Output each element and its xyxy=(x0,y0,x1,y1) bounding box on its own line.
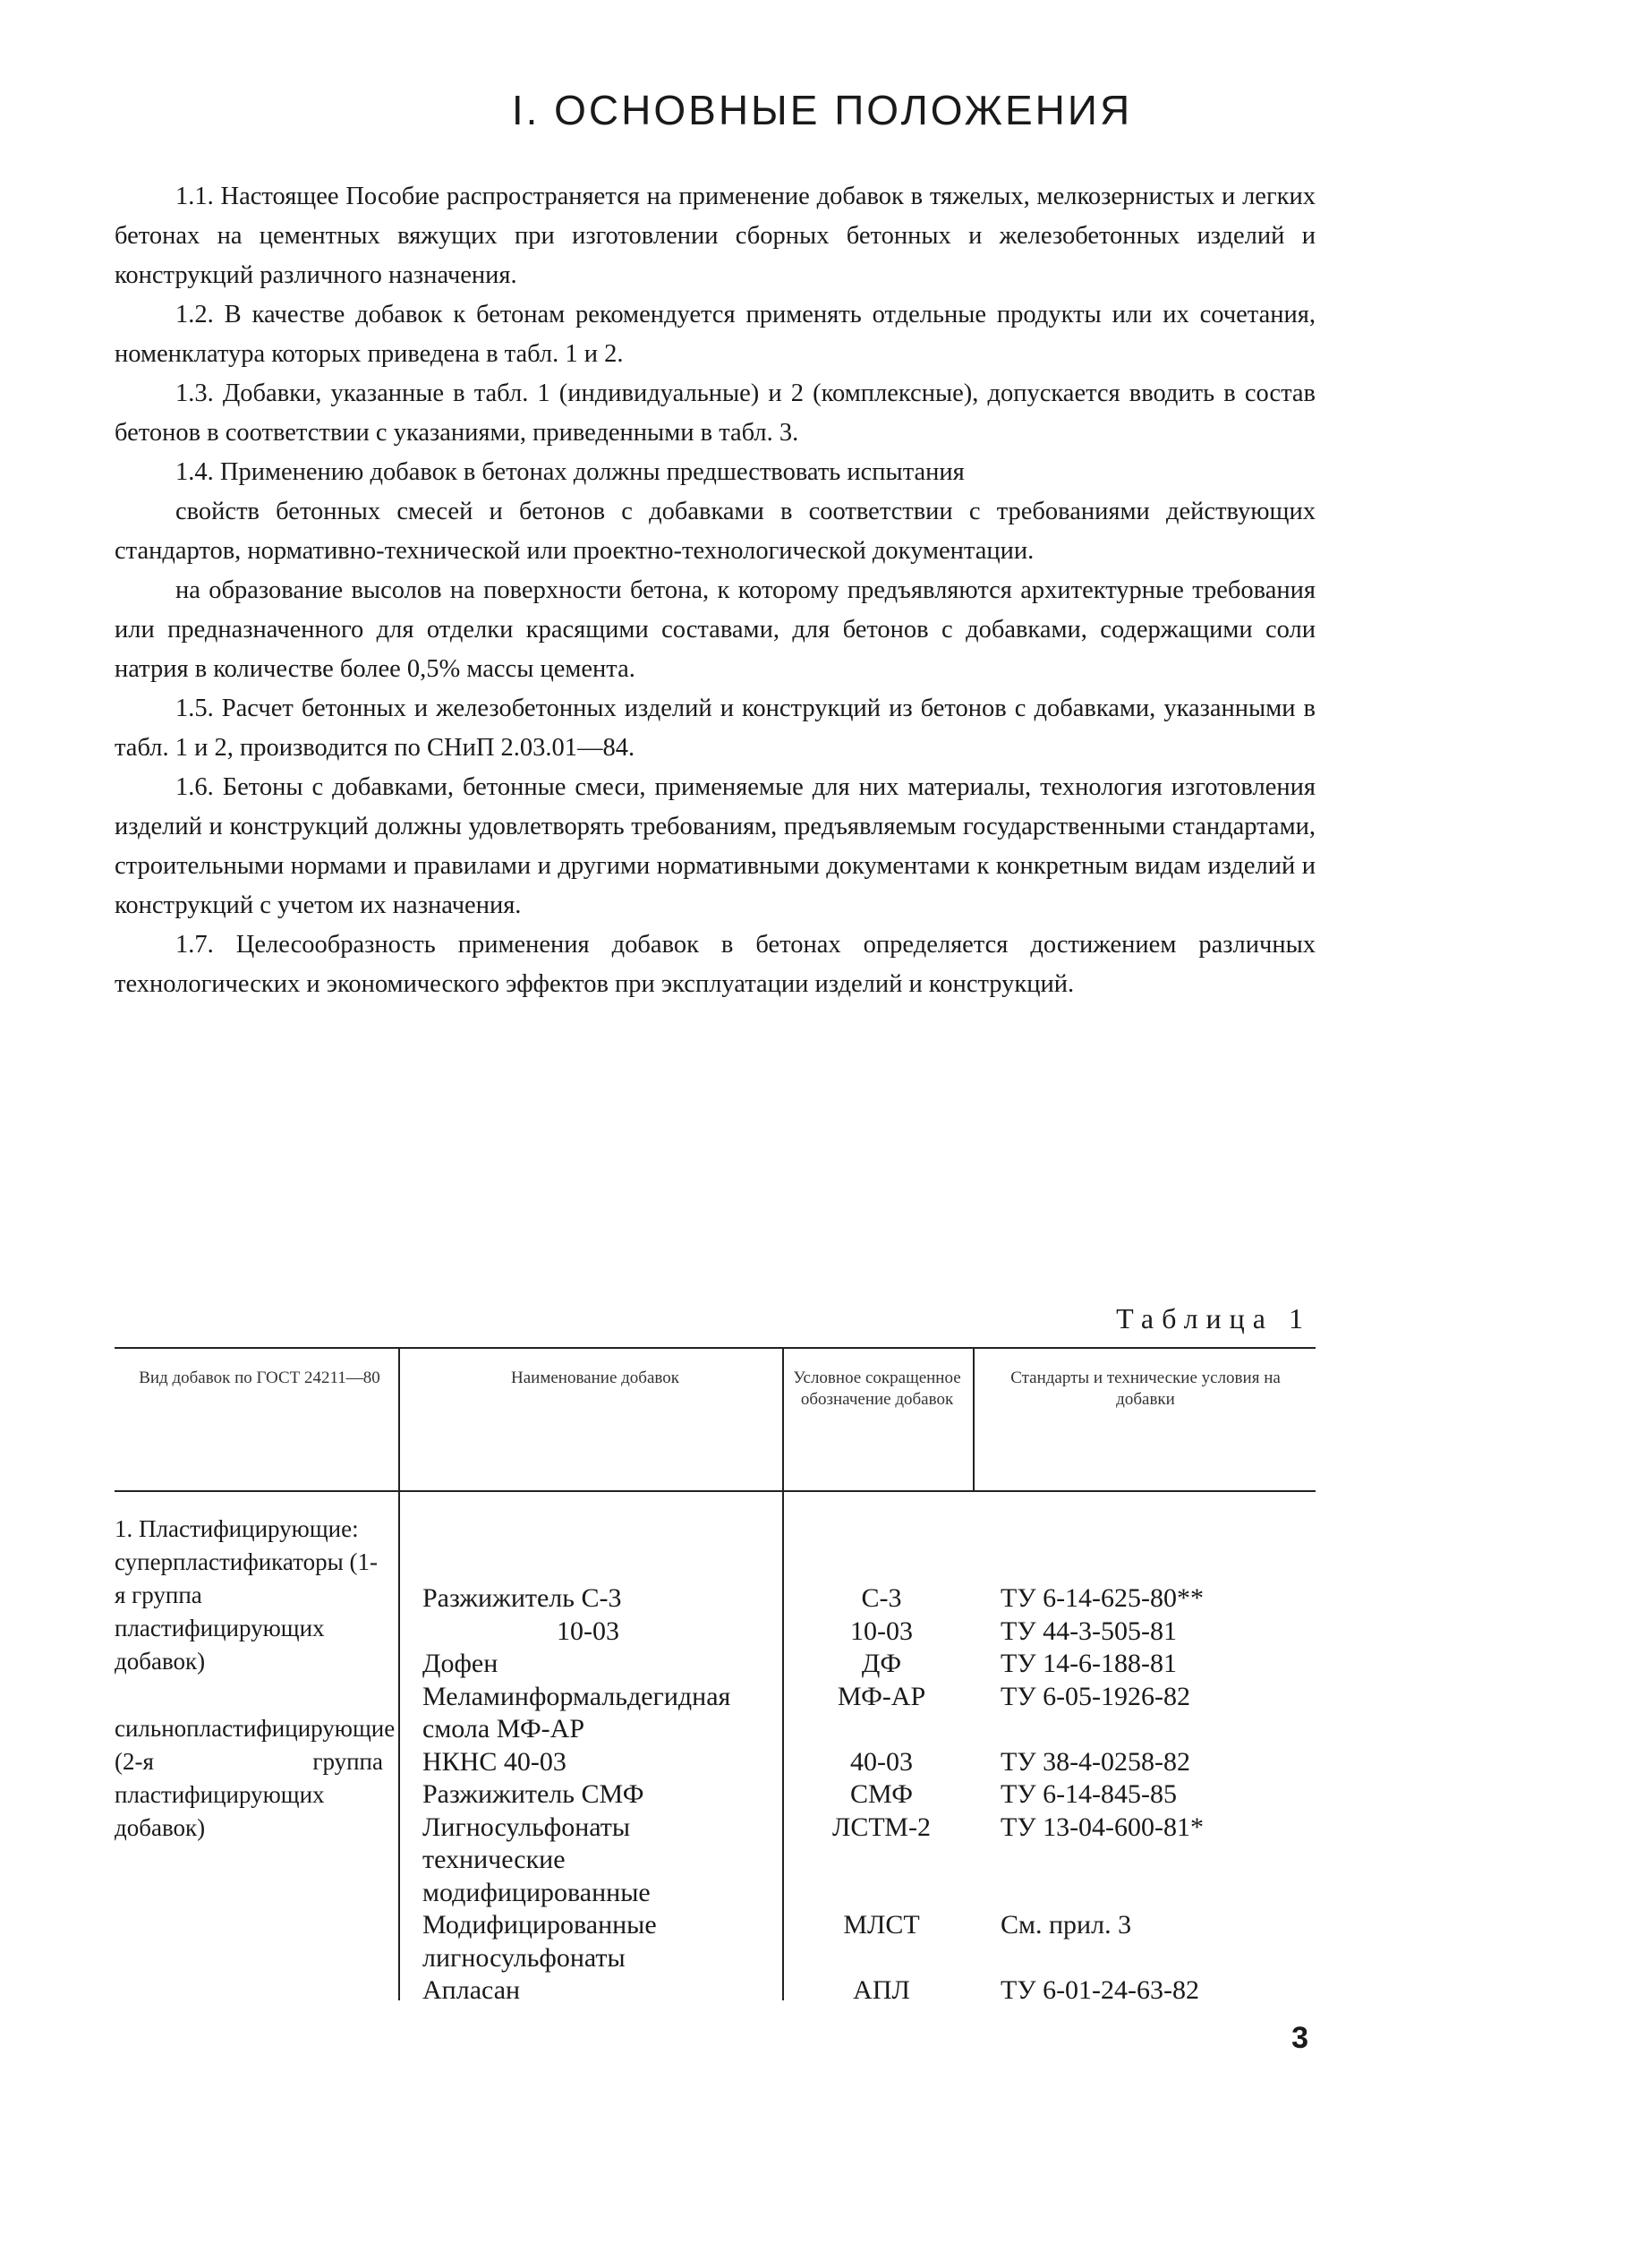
table-cell-abbr: ЛСТМ-2 xyxy=(832,1812,931,1842)
body-text xyxy=(115,177,1316,1004)
paragraph-1-4-item-2: на образование высолов на поверхности бетона, к которому предъявляются архитектурные требования или предназначенного для отделки красящими составами, для бетонов с добавками, содержащими соли натрия в количестве более 0,5% массы цемента. xyxy=(115,576,1316,683)
paragraph-1-4: 1.4. Применению добавок в бетонах должны предшествовать испытания xyxy=(175,458,965,486)
table-cell-name: Меламинформальдегидная смола МФ-АР xyxy=(422,1681,731,1744)
group-2-subtitle: сильнопластифицирующие (2-я группа пластифицирующих добавок) xyxy=(115,1715,396,1841)
table-column-standard xyxy=(1001,1582,1316,2008)
table-cell-standard: ТУ 6-14-845-85 xyxy=(1001,1779,1178,1809)
table-cell-abbr: 40-03 xyxy=(850,1746,913,1777)
table-header-standard: Стандарты и технические условия на добавки xyxy=(1010,1368,1281,1409)
table-cell-name: Апласан xyxy=(422,1975,521,2005)
table-header-rule xyxy=(115,1490,1316,1492)
table-cell-standard: См. прил. 3 xyxy=(1001,1910,1132,1940)
table-column-divider xyxy=(398,1347,400,2000)
table-cell-abbr: АПЛ xyxy=(853,1975,910,2005)
table-cell-standard: ТУ 6-05-1926-82 xyxy=(1001,1681,1191,1711)
table-cell-name: Разжижитель СМФ xyxy=(422,1779,644,1809)
section-heading: I. ОСНОВНЫЕ ПОЛОЖЕНИЯ xyxy=(511,87,1133,133)
table-cell-standard: ТУ 6-01-24-63-82 xyxy=(1001,1975,1200,2005)
table-cell-name: Разжижитель С-3 xyxy=(422,1583,622,1613)
table-cell-abbr: С-3 xyxy=(861,1583,902,1613)
paragraph-1-1: 1.1. Настоящее Пособие распространяется на применение добавок в тяжелых, мелкозернистых и легких бетонах на цементных вяжущих при изготовлении сборных бетонных и железобетонных изделий и конструкций различного назначения. xyxy=(115,183,1316,289)
table-header-type: Вид добавок по ГОСТ 24211—80 xyxy=(139,1368,380,1387)
table-cell-abbr: 10-03 xyxy=(850,1616,913,1646)
paragraph-1-2: 1.2. В качестве добавок к бетонам рекомендуется применять отдельные продукты или их сочетания, номенклатура которых приведена в табл. 1 и 2. xyxy=(115,301,1316,368)
table-cell-abbr: МФ-АР xyxy=(837,1681,926,1711)
table-cell-name: Дофен xyxy=(422,1649,498,1678)
table-caption: Таблица 1 xyxy=(1116,1302,1311,1334)
table-cell-name: НКНС 40-03 xyxy=(422,1746,566,1777)
paragraph-1-5: 1.5. Расчет бетонных и железобетонных изделий и конструкций из бетонов с добавками, указанными в табл. 1 и 2, производится по СНиП 2.03.01—84. xyxy=(115,695,1316,762)
table-header-name: Наименование добавок xyxy=(511,1368,679,1387)
table-top-rule xyxy=(115,1347,1316,1349)
page-number: 3 xyxy=(1291,2021,1308,2055)
table-header-abbr: Условное сокращенное обозначение добавок xyxy=(793,1368,961,1409)
table-column-type xyxy=(115,1513,396,1845)
paragraph-1-7: 1.7. Целесообразность применения добавок в бетонах определяется достижением различных технологических и экономического эффектов при эксплуатации изделий и конструкций. xyxy=(115,931,1316,998)
table-column-name xyxy=(422,1582,731,2008)
table-cell-standard: ТУ 13-04-600-81* xyxy=(1001,1812,1205,1842)
group-1-title: 1. Пластифицирующие: xyxy=(115,1515,359,1542)
table-cell-standard: ТУ 44-3-505-81 xyxy=(1001,1616,1178,1646)
table-cell-standard: ТУ 38-4-0258-82 xyxy=(1001,1746,1191,1777)
table-cell-name: Лигносульфонаты технические модифицированные xyxy=(422,1812,651,1907)
table-cell-standard: ТУ 6-14-625-80** xyxy=(1001,1583,1205,1613)
table-column-abbr xyxy=(792,1582,971,2008)
paragraph-1-6: 1.6. Бетоны с добавками, бетонные смеси, применяемые для них материалы, технология изготовления изделий и конструкций должны удовлетворять требованиям, предъявляемым государственными стандартами, строительными нормами и правилами и другими нормативными документами к конкретным видам изделий и конструкций с учетом их назначения. xyxy=(115,773,1316,919)
table-cell-standard: ТУ 14-6-188-81 xyxy=(1001,1649,1178,1678)
table-column-divider xyxy=(973,1347,975,1490)
paragraph-1-4-item-1: свойств бетонных смесей и бетонов с добавками в соответствии с требованиями действующих стандартов, нормативно-технической или проектно-технологической документации. xyxy=(115,498,1316,565)
table-cell-abbr: МЛСТ xyxy=(843,1910,920,1940)
table-cell-abbr: ДФ xyxy=(861,1649,902,1678)
table-cell-name: 10-03 xyxy=(557,1616,619,1646)
table-column-divider xyxy=(782,1347,784,2000)
group-1-subtitle: суперпластификаторы (1-я группа пластифицирующих добавок) xyxy=(115,1548,378,1675)
table-cell-name: Модифицированные лигносульфонаты xyxy=(422,1910,657,1973)
table-cell-abbr: СМФ xyxy=(850,1779,913,1809)
paragraph-1-3: 1.3. Добавки, указанные в табл. 1 (индивидуальные) и 2 (комплексные), допускается вводить в состав бетонов в соответствии с указаниями, приведенными в табл. 3. xyxy=(115,379,1316,447)
